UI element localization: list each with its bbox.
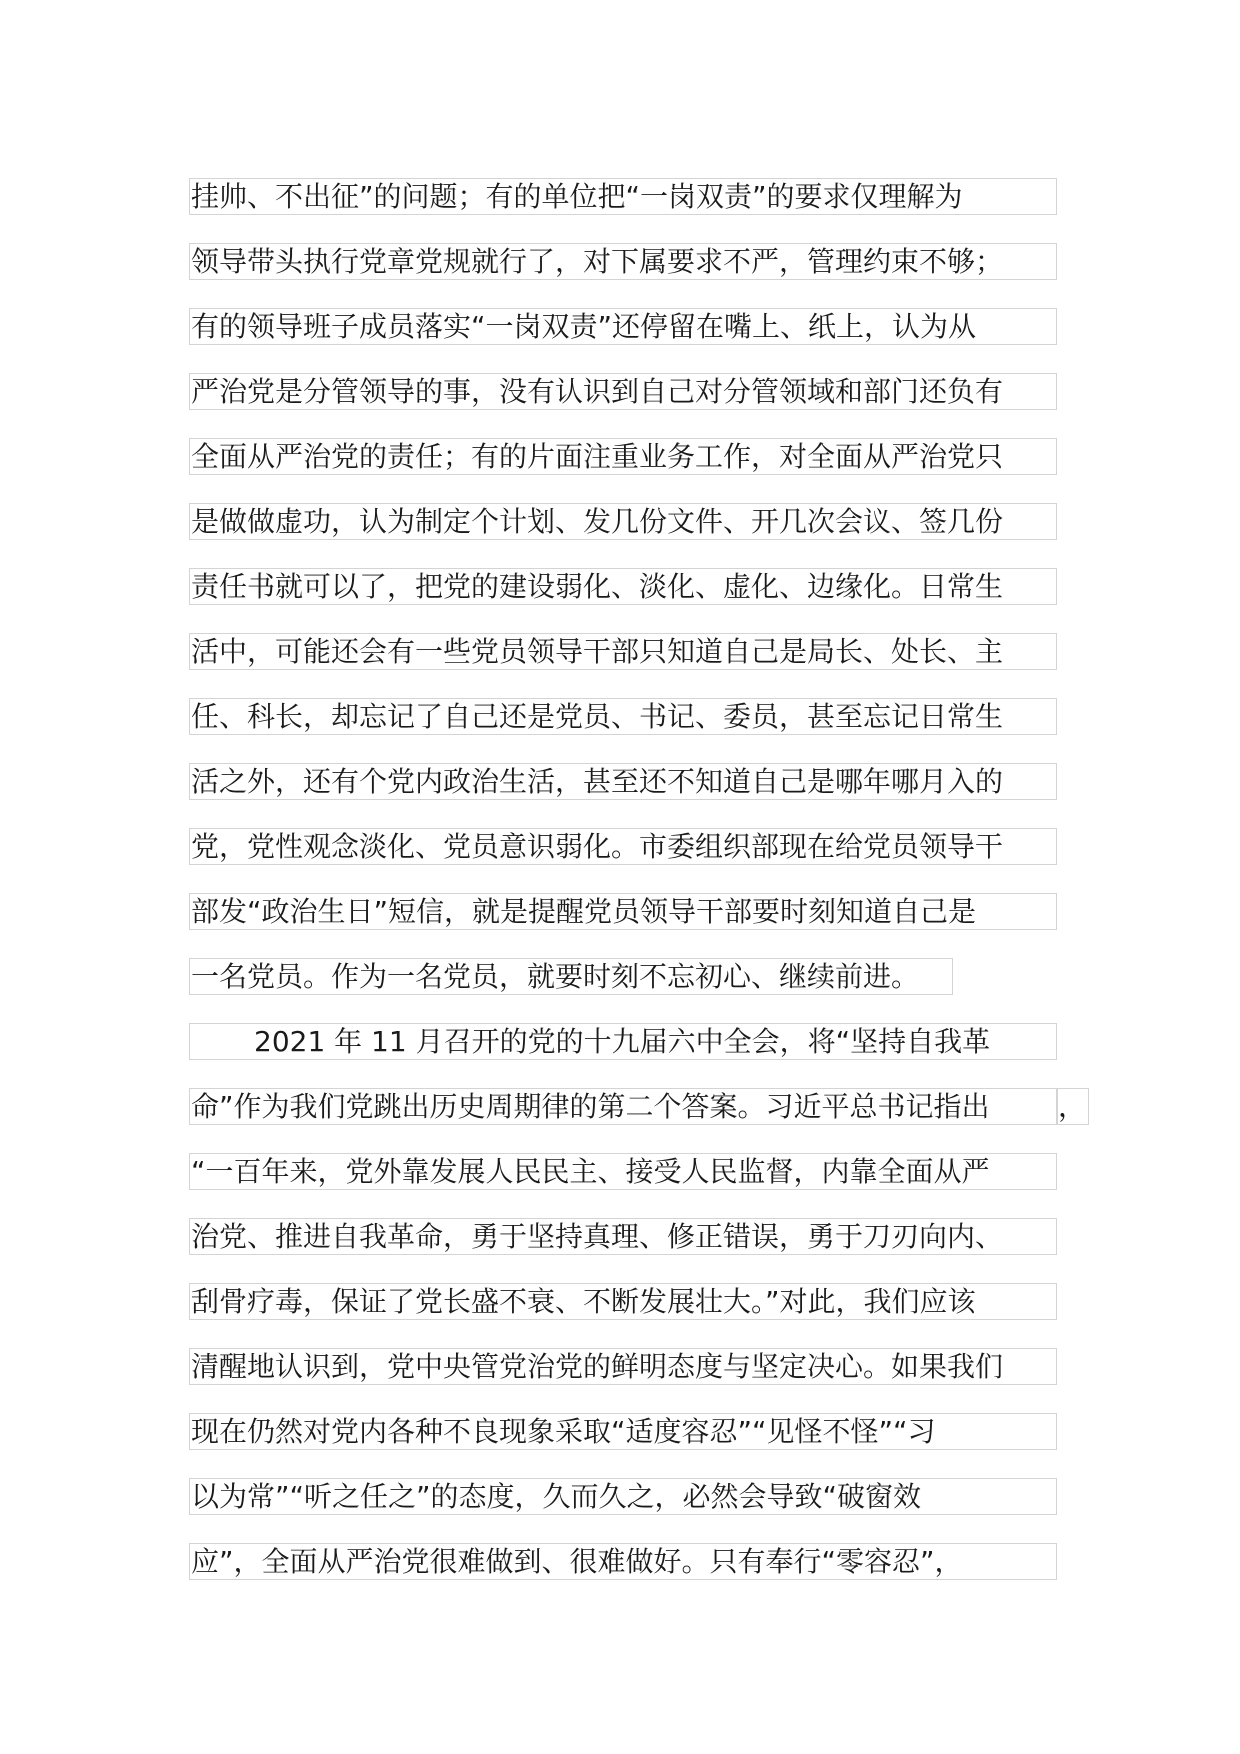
text-line: 挂帅、不出征”的问题；有的单位把“一岗双责”的要求仅理解为 (189, 178, 1057, 215)
text-line: 现在仍然对党内各种不良现象采取“适度容忍”“见怪不怪”“习 (189, 1413, 1057, 1450)
text-line: 党，党性观念淡化、党员意识弱化。市委组织部现在给党员领导干 (189, 828, 1057, 865)
text-line-indented: 2021 年 11 月召开的党的十九届六中全会，将“坚持自我革 (189, 1023, 1057, 1060)
text-line: 责任书就可以了，把党的建设弱化、淡化、虚化、边缘化。日常生 (189, 568, 1057, 605)
text-line: 命”作为我们党跳出历史周期律的第二个答案。习近平总书记指出 (189, 1088, 1057, 1125)
text-line: 有的领导班子成员落实“一岗双责”还停留在嘴上、纸上，认为从 (189, 308, 1057, 345)
text-line: 一名党员。作为一名党员，就要时刻不忘初心、继续前进。 (189, 958, 953, 995)
text-line: 部发“政治生日”短信，就是提醒党员领导干部要时刻知道自己是 (189, 893, 1057, 930)
text-line: 应”，全面从严治党很难做到、很难做好。只有奉行“零容忍”， (189, 1543, 1057, 1580)
text-line: 清醒地认识到，党中央管党治党的鲜明态度与坚定决心。如果我们 (189, 1348, 1057, 1385)
text-line: 领导带头执行党章党规就行了，对下属要求不严，管理约束不够； (189, 243, 1057, 280)
text-line: 全面从严治党的责任；有的片面注重业务工作，对全面从严治党只 (189, 438, 1057, 475)
text-line: 治党、推进自我革命，勇于坚持真理、修正错误，勇于刀刃向内、 (189, 1218, 1057, 1255)
text-line: “一百年来，党外靠发展人民民主、接受人民监督，内靠全面从严 (189, 1153, 1057, 1190)
text-line: 严治党是分管领导的事，没有认识到自己对分管领域和部门还负有 (189, 373, 1057, 410)
text-line: 任、科长，却忘记了自己还是党员、书记、委员，甚至忘记日常生 (189, 698, 1057, 735)
text-line: 以为常”“听之任之”的态度，久而久之，必然会导致“破窗效 (189, 1478, 1057, 1515)
text-line: 活之外，还有个党内政治生活，甚至还不知道自己是哪年哪月入的 (189, 763, 1057, 800)
text-line-overflow: ， (1057, 1088, 1089, 1125)
text-line: 刮骨疗毒，保证了党长盛不衰、不断发展壮大。”对此，我们应该 (189, 1283, 1057, 1320)
text-line: 活中，可能还会有一些党员领导干部只知道自己是局长、处长、主 (189, 633, 1057, 670)
text-line: 是做做虚功，认为制定个计划、发几份文件、开几次会议、签几份 (189, 503, 1057, 540)
